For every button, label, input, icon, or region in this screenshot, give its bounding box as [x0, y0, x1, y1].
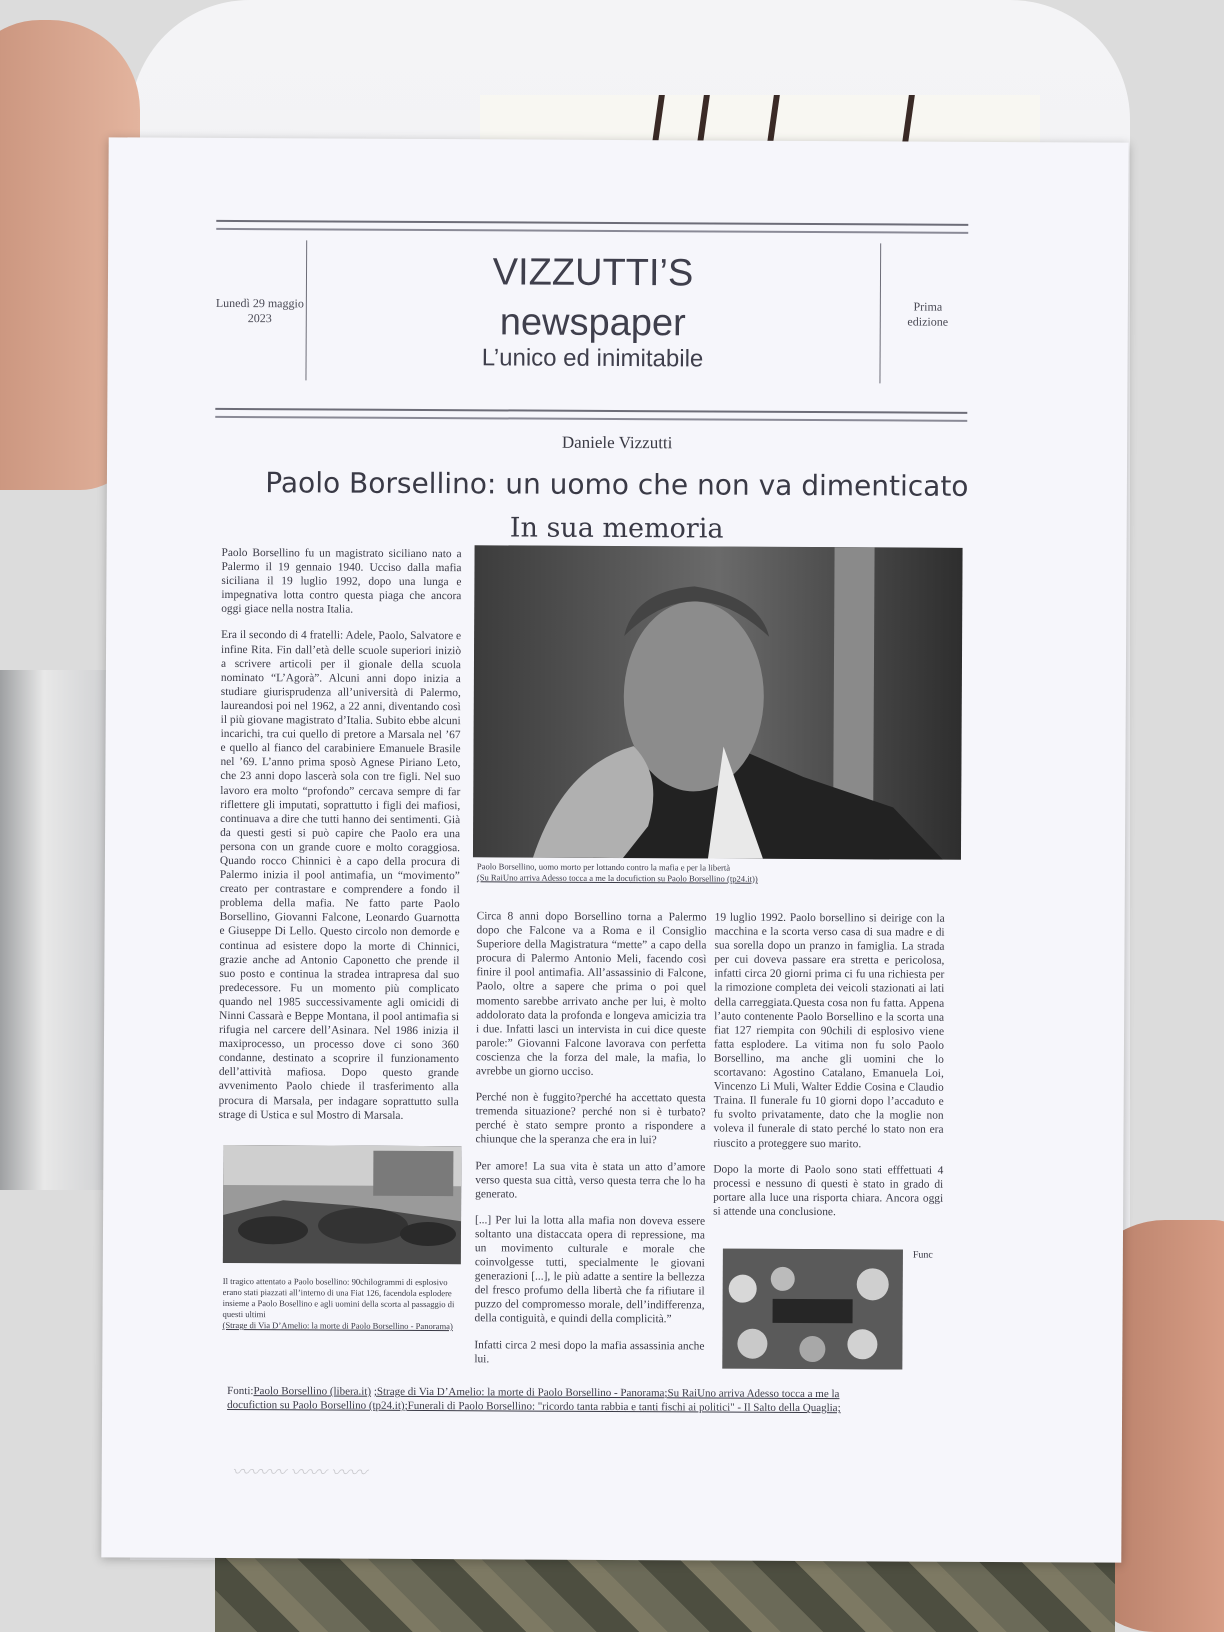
attack-caption: Il tragico attentato a Paolo bosellino: 90chilogrammi di esplosivo erano stati piazzati all’interno di una Fiat 126, facendola esplodere insieme a Paolo Bosellino e agli uomini della scorta al passaggio di questi ultimi (Strage di Via D’Amelio: la morte di Paolo Borsellino - Panorama): [222, 1275, 455, 1332]
author-byline: Daniele Vizzutti: [561, 432, 673, 453]
attack-source-link[interactable]: (Strage di Via D’Amelio: la morte di Paolo Borsellino - Panorama): [222, 1319, 453, 1332]
masthead-top-rule: [216, 220, 968, 234]
article-column-2: [474, 909, 706, 1379]
source-link[interactable]: ;Su RaiUno arriva Adesso tocca a me la docufiction su Paolo Borsellino (tp24.it): [227, 1387, 840, 1412]
portrait-photo: [473, 545, 963, 860]
source-link[interactable]: ;Funerali di Paolo Borsellino: "ricordo tanta rabbia e tanti fischi ai politici" - Il Salto della Quaglia;: [404, 1399, 841, 1415]
masthead-divider-right: [879, 243, 881, 383]
paragraph: Dopo la morte di Paolo sono stati efffettuati 4 processi e nessuno di questi è stato in grado di portare alla luce una risporta chiara. Ancora oggi si attende una conclusione.: [713, 1163, 944, 1219]
masthead-bottom-rule: [215, 408, 967, 422]
paragraph: Paolo Borsellino fu un magistrato siciliano nato a Palermo il 19 gennaio 1940. Ucciso dalla mafia siciliana il 19 luglio 1992, dopo una lunga e impegnativa lotta contro questa piaga che ancora oggi giace nella nostra Italia.: [221, 546, 462, 617]
source-link[interactable]: Paolo Borsellino (libera.it): [253, 1385, 372, 1398]
portrait-caption: Paolo Borsellino, uomo morto per lottando contro la mafia e per la libertà (Su RaiUno arriva Adesso tocca a me la docufiction su Paolo Borsellino (tp24.it)): [476, 861, 758, 884]
source-link[interactable]: ;Strage di Via D’Amelio: la morte di Paolo Borsellino - Panorama: [373, 1385, 665, 1400]
paragraph: [...] Per lui la lotta alla mafia non doveva essere soltanto una distaccata opera di repressione, ma un movimento culturale e morale che coinvolgesse tutti, specialmente le giovani generazioni [...], le più adatte a sentire la bellezza del fresco profumo della libertà che fa rifiutare il puzzo del compromesso morale, dell’indifferenza, della contiguità, e quindi della complicità.”: [474, 1214, 706, 1326]
issue-date: Lunedì 29 maggio 2023: [215, 295, 304, 326]
attack-photo: [223, 1145, 462, 1264]
paragraph: Era il secondo di 4 fratelli: Adele, Paolo, Salvatore e infine Rita. Fin dall’età delle scuole superiori iniziò a scrivere articoli per il gionale della scuola nominato “L’Agorà”. Alcuni anni dopo inizia a studiare giurisprudenza all’università di Palermo, laureandosi poi nel 1962, a 22 anni, diventando così il più giovane magistrato d’Italia. Subito ebbe alcuni incarichi, tra cui quello di pretore a Marsala nel ’67 e quello al fianco del carabiniere Emanuele Brasile nel ’69. L’anno prima sposò Agnese Piriano Leto, che 23 anni dopo lascerà sola con tre figli. Nel suo lavoro era molto “profondo” cercava sempre di far riflettere gli imputati, soprattutto i figli dei mafiosi, continuava a dire che tutti hanno dei sentimenti. Già da questi gesti si può capire che Paolo era una persona con un grande cuore e molto coraggiosa. Quando rocco Chinnici è a capo della procura di Palermo inizia il pool antimafia, un “movimento” creato per contrastare e comprendere a fondo il problema della mafia. Ne fatto parte Paolo Borsellino, Giovanni Falcone, Leonardo Guarnotta e Giuseppe Di Lello. Questo circolo non demorde e continua ad esistere dopo la morte di Chinnici, grazie anche ad Antonio Caponetto che prende il suo posto e continua la stradea intrapresa dal suo predecessore. Fu un momento più complicato quando nel 1985 successivamente agli omicidi di Ninni Cassarà e Beppe Montana, il pool antimafia si rifugia nel carcere dell’Asinara. Nel 1986 inizia il maxiprocesso, un processo dove ci sono 360 condanne, destinato a scoprire il funzionamento dell’attività mafiosa. Dopo questo grande avvenimento Paolo chiede il trasferimento alla procura di Marsala, per indagare soprattutto sulla strage di Ustica e sul Mostro di Marsala.: [218, 629, 462, 1122]
funeral-photo: [722, 1249, 903, 1370]
article-column-3: [713, 911, 945, 1232]
article-column-1: [219, 546, 462, 1135]
newspaper-sheet: [101, 137, 1128, 1562]
paragraph: Circa 8 anni dopo Borsellino torna a Palermo dopo che Falcone va a Roma e il Consiglio Superiore della Magistratura “mette” a capo della procura di Palermo Antonio Meli, facendo così finire il pool antimafia. All’assassinio di Falcone, Paolo, oltre a sapere che prima o poi quel momento sarebbe arrivato anche per lui, è molto addolorato data la profonda e longeva amicizia tra i due. Infatti lasci un intervista in cui dice queste parole:” Giovanni Falcone lavorava con perfetta coscienza che la forza del male, la mafia, lo avrebbe un giorno ucciso.: [475, 910, 707, 1078]
sources-footer: Fonti:Paolo Borsellino (libera.it) ;Strage di Via D’Amelio: la morte di Paolo Borsellino - Panorama;Su RaiUno arriva Adesso tocca a me la docufiction su Paolo Borsellino (tp24.it);Funerali di Paolo Borsellino: "ricordo tanta rabbia e tanti fischi ai politici" - Il Salto della Quaglia;: [227, 1384, 841, 1415]
pencil-signature: 〰〰〰 〰〰 〰〰: [231, 1462, 367, 1483]
article-subheadline: In sua memoria: [509, 512, 724, 545]
paragraph: Infatti circa 2 mesi dopo la mafia assassinia anche lui.: [474, 1338, 705, 1365]
article-headline: Paolo Borsellino: un uomo che non va dimenticato: [265, 466, 969, 503]
funeral-caption: Func: [912, 1249, 933, 1261]
newspaper-tagline: L’unico ed inimitabile: [481, 344, 704, 373]
paragraph: 19 luglio 1992. Paolo borsellino si deirige con la macchina e la scorta verso casa di sua madre e di sua sorella dopo un pranzo in famiglia. La strada per cui doveva passare era stretta e pericolosa, infatti circa 20 giorni prima ci fu una richiesta per la rimozione completa dei veicoli stazionati ai lati della carreggiata.Questa cosa non fu fatta. Appena l’auto contenente Paolo Borsellino e la scorta una fiat 127 riempita con 90chili di esplosivo viene fatta esplodere. La vitima non fu solo Paolo Borsellino, ma anche gli uomini che lo scortavano: Agostino Catalano, Emanuela Loi, Vincenzo Li Muli, Walter Eddie Cosina e Claudio Traina. Il funerale fu 10 giorni dopo l’accaduto e fu svolto privatamente, dato che la moglie non voleva il funerale di stato perché lo stato non era riuscito a proteggere suo marito.: [713, 911, 945, 1150]
whiteboard-edge: [0, 670, 110, 1190]
paragraph: Perché non è fuggito?perché ha accettato questa tremenda situazione? perché non si è turbato? perché è stato sempre pronto a rispondere a chiunque che la speranza che era in lui?: [475, 1091, 706, 1147]
paragraph: Per amore! La sua vita è stata un atto d’amore verso questa sua città, verso questa terra che lo ha generato.: [475, 1159, 706, 1201]
portrait-source-link[interactable]: (Su RaiUno arriva Adesso tocca a me la docufiction su Paolo Borsellino (tp24.it)): [476, 872, 758, 884]
newspaper-title: VIZZUTTI’S newspaper: [492, 251, 694, 345]
edition-label: Prima edizione: [907, 299, 949, 329]
